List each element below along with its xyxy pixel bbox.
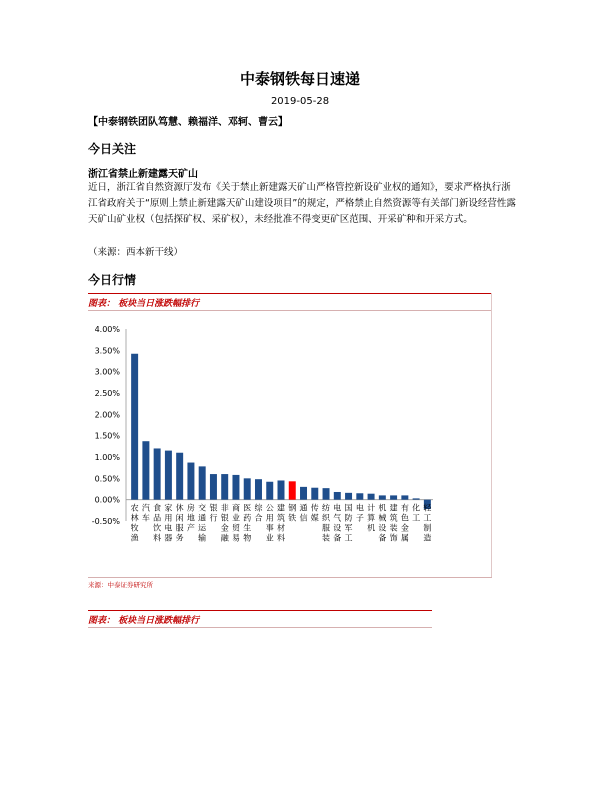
- x-tick-label: 综合: [254, 503, 263, 523]
- x-tick-label: 通信: [299, 503, 308, 523]
- x-tick-label: 纺织服装: [322, 503, 331, 543]
- figure1-caption-rule: [88, 310, 492, 311]
- market-heading: 今日行情: [88, 273, 137, 287]
- bar-9: [221, 474, 228, 500]
- y-tick-label: 2.00%: [94, 410, 120, 420]
- figure2-caption-rule: [88, 627, 432, 628]
- y-tick-label: 1.50%: [94, 431, 120, 441]
- x-tick-label: 机械设备: [378, 503, 387, 543]
- y-tick-label: 0.50%: [94, 474, 120, 484]
- bar-12: [255, 479, 262, 499]
- y-tick-label: 1.00%: [94, 453, 120, 462]
- sector-change-chart: [88, 318, 448, 578]
- figure2-caption: 图表： 板块当日涨跌幅排行: [88, 616, 200, 626]
- bar-13: [266, 482, 273, 500]
- bar-8: [210, 474, 217, 500]
- bar-6: [187, 463, 194, 500]
- bar-23: [379, 495, 386, 499]
- figure1-side-rule: [491, 293, 492, 577]
- bar-10: [232, 475, 239, 500]
- bar-3: [154, 448, 161, 499]
- x-tick-label: 休闲服务: [175, 503, 184, 543]
- figure1-bottom-rule: [88, 577, 492, 578]
- y-tick-label: 3.00%: [94, 367, 120, 377]
- x-tick-label: 轻工制造: [423, 503, 432, 543]
- x-tick-label: 建筑装饰: [389, 503, 398, 543]
- chart-labels: [131, 503, 433, 543]
- y-tick-label: 4.00%: [94, 325, 120, 334]
- bar-26: [413, 498, 420, 499]
- x-tick-label: 非银金融: [220, 503, 229, 543]
- bar-22: [368, 494, 375, 500]
- bar-4: [165, 451, 172, 500]
- bar-20: [345, 493, 352, 500]
- x-tick-label: 电气设备: [333, 503, 342, 543]
- bar-7: [199, 466, 206, 499]
- bar-25: [401, 495, 408, 499]
- x-tick-label: 钢铁: [288, 503, 297, 523]
- figure1-caption: 图表： 板块当日涨跌幅排行: [88, 299, 200, 309]
- x-tick-label: 交通运输: [198, 503, 207, 543]
- x-tick-label: 银行: [209, 503, 218, 523]
- y-tick-label: -0.50%: [91, 517, 120, 526]
- bar-14: [278, 480, 285, 499]
- x-tick-label: 传媒: [310, 503, 319, 523]
- x-tick-label: 农林牧渔: [130, 503, 139, 543]
- bar-18: [323, 488, 330, 500]
- y-tick-label: 2.50%: [94, 389, 120, 398]
- bar-2: [142, 441, 149, 499]
- figure1-source: 来源：中泰证券研究所: [88, 581, 153, 589]
- report-date: 2019-05-28: [270, 96, 330, 107]
- figure2-top-rule: [88, 610, 432, 611]
- y-tick-label: 3.50%: [94, 346, 120, 356]
- x-tick-label: 计算机: [367, 503, 376, 533]
- page-title: 中泰钢铁每日速递: [239, 70, 360, 88]
- x-tick-label: 汽车: [141, 503, 150, 523]
- bar-15: [289, 481, 296, 499]
- bar-11: [244, 478, 251, 499]
- bar-24: [390, 495, 397, 499]
- x-tick-label: 商业贸易: [231, 503, 240, 543]
- chart-bars: [131, 354, 431, 509]
- bar-21: [356, 493, 363, 499]
- bar-19: [334, 492, 341, 500]
- bar-16: [300, 487, 307, 500]
- x-tick-label: 食品饮料: [153, 503, 162, 543]
- x-tick-label: 国防军工: [344, 503, 353, 543]
- x-tick-label: 家用电器: [164, 503, 173, 543]
- bar-5: [176, 453, 183, 500]
- focus-paragraph: 近日，浙江省自然资源厅发布《关于禁止新建露天矿山严格管控新设矿业权的通知》，要求严格执行浙江省政府关于“原则上禁止新建露天矿山建设项目”的规定，严格禁止自然资源等有关部门新设经营性露天矿山矿业权（包括探矿权、采矿权），未经批准不得变更矿区范围、开采矿种和开采方式。: [88, 182, 516, 225]
- x-tick-label: 化工: [412, 503, 421, 523]
- x-tick-label: 有色金属: [400, 503, 409, 543]
- team-line: 【中泰钢铁团队笃慧、赖福洋、邓轲、曹云】: [88, 117, 288, 128]
- x-tick-label: 房地产: [186, 503, 195, 533]
- figure1-top-rule: [88, 293, 492, 294]
- focus-heading: 今日关注: [88, 142, 137, 156]
- x-tick-label: 建筑材料: [277, 503, 285, 543]
- focus-subheading: 浙江省禁止新建露天矿山: [88, 169, 198, 180]
- bar-17: [311, 488, 318, 500]
- x-tick-label: 电子: [355, 503, 364, 523]
- x-tick-label: 公用事业: [265, 503, 274, 543]
- focus-source: （来源：西本新干线）: [88, 247, 184, 258]
- y-tick-label: 0.00%: [94, 495, 120, 505]
- bar-1: [131, 354, 138, 500]
- x-tick-label: 医药生物: [243, 503, 252, 543]
